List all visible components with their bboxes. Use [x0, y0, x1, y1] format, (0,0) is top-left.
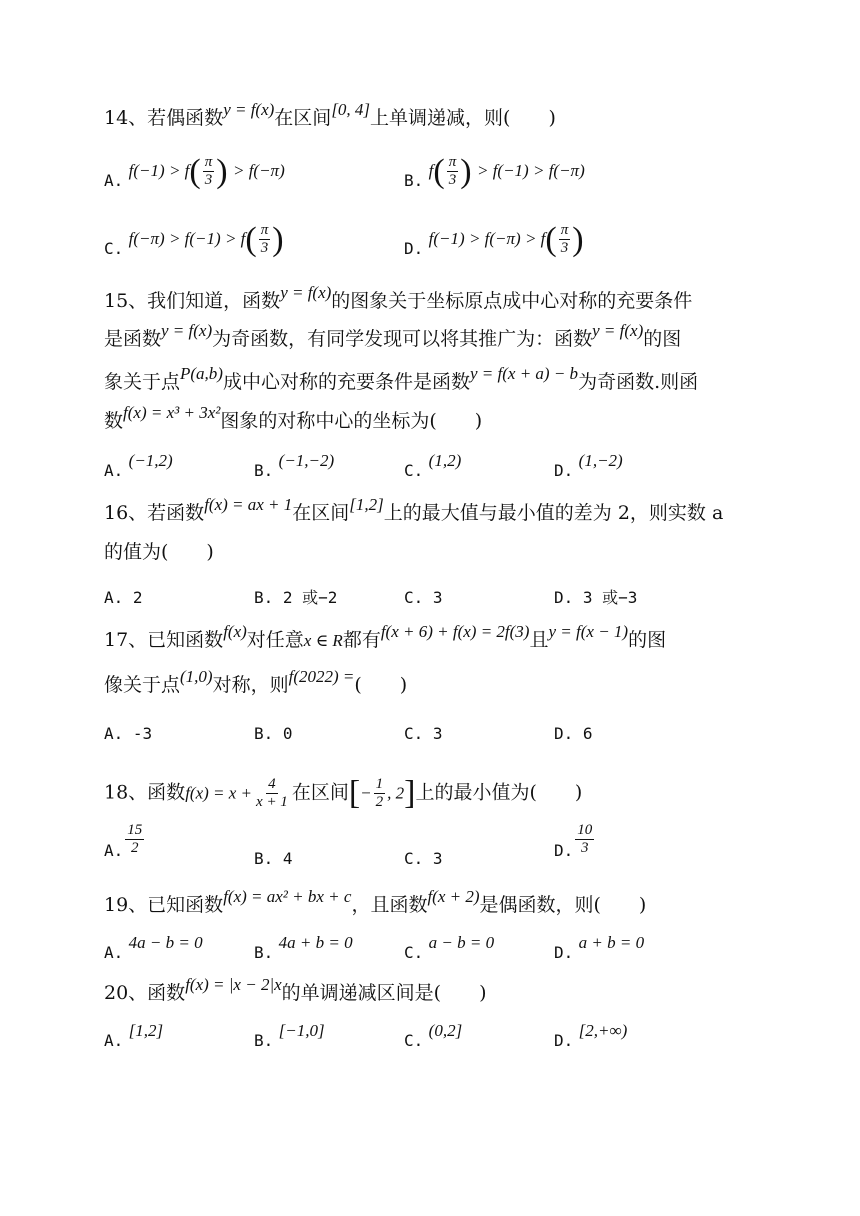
option-expr: (−1,−2): [278, 451, 335, 470]
frac-den: 3: [260, 240, 269, 256]
q16-option-b: [254, 577, 337, 607]
math: y = f(x − 1): [548, 622, 629, 641]
fraction: [374, 776, 386, 811]
paren: ): [460, 152, 472, 190]
question-14: [104, 100, 800, 134]
option-label: D.: [404, 239, 424, 258]
fraction: [559, 222, 571, 257]
option-expr: f(−1) > f(−π) > f: [428, 229, 546, 248]
text: 20、函数: [104, 982, 186, 1004]
math: y = f(x): [280, 283, 332, 302]
option-expr: a − b = 0: [428, 933, 495, 952]
option-label: B.: [254, 943, 274, 962]
frac-den: 2: [131, 840, 139, 856]
text: 数: [104, 410, 124, 432]
option-text: C. 3: [404, 849, 443, 868]
question-18: [104, 776, 800, 811]
frac-num: π: [204, 154, 213, 170]
option-text: D. 6: [554, 724, 593, 743]
option-expr: a + b = 0: [578, 933, 645, 952]
math: x ∈ R: [303, 631, 343, 650]
math: f(x) = x +: [185, 783, 253, 803]
q16-option-c: [404, 577, 443, 607]
text: 对任意: [246, 629, 304, 651]
frac-den: 3: [560, 240, 569, 256]
bracket: ]: [404, 774, 416, 812]
text: ，且函数: [351, 894, 428, 916]
frac-den: 3: [204, 172, 213, 188]
option-expr: (1,−2): [578, 451, 623, 470]
q20-option-a: [104, 1020, 163, 1050]
frac-num: 1: [375, 776, 384, 792]
option-label: C.: [404, 461, 424, 480]
option-text: A. 2: [104, 588, 143, 607]
option-expr: > f(−1) > f(−π): [476, 161, 585, 180]
fraction: [254, 776, 290, 811]
option-label: A.: [104, 943, 124, 962]
math: f(x) = ax² + bx + c: [223, 887, 352, 906]
option-expr: [2,+∞): [578, 1021, 628, 1040]
paren: (: [545, 220, 557, 258]
option-label: B.: [254, 461, 274, 480]
text: 的图: [643, 328, 682, 350]
question-16-line-2: [104, 537, 800, 567]
question-16-line-1: [104, 495, 800, 529]
question-17-line-1: [104, 622, 800, 656]
option-label: D.: [554, 1031, 574, 1050]
question-15-line-4: [104, 403, 800, 437]
option-expr: f(−1) > f: [128, 161, 190, 180]
math: [1,2]: [349, 495, 384, 514]
text: 像关于点: [104, 674, 181, 696]
option-label: A.: [104, 841, 124, 860]
text: 17、已知函数: [104, 629, 224, 651]
paren: (: [189, 152, 201, 190]
question-19: [104, 887, 800, 921]
paren: ): [572, 220, 584, 258]
q14-suffix: 上单调递减，则( ): [370, 107, 556, 129]
q14-option-c: [104, 220, 284, 261]
option-label: D.: [554, 461, 574, 480]
text: 象关于点: [104, 371, 181, 393]
math: y = f(x + a) − b: [470, 364, 579, 383]
fraction: [575, 822, 594, 857]
text: 为奇函数.则函: [578, 371, 699, 393]
text: 19、已知函数: [104, 894, 224, 916]
q18-option-a: [104, 822, 146, 863]
q17-option-b: [254, 713, 293, 743]
text: 为奇函数，有同学发现可以将其推广为：函数: [212, 328, 593, 350]
bracket: [: [348, 774, 361, 812]
option-text: A. -3: [104, 724, 153, 743]
option-expr: > f(−π): [232, 161, 285, 180]
frac-den: x + 1: [256, 794, 288, 810]
paren: (: [245, 220, 257, 258]
option-text: B. 0: [254, 724, 293, 743]
paren: (: [433, 152, 445, 190]
option-label: A.: [104, 171, 124, 190]
option-label: A.: [104, 1031, 124, 1050]
option-expr: (0,2]: [428, 1021, 463, 1040]
question-15-line-3: [104, 364, 800, 398]
text: 是偶函数，则( ): [479, 894, 647, 916]
math: y = f(x): [161, 321, 213, 340]
math: f(x) = ax + 1: [204, 495, 293, 514]
option-text: B. 2 或−2: [254, 588, 338, 607]
text: 上的最大值与最小值的差为 2，则实数 a: [383, 502, 724, 524]
q14-prefix: 14、若偶函数: [104, 107, 224, 129]
math: f(x) = x³ + 3x²: [123, 403, 221, 422]
math: f(x + 2): [427, 887, 480, 906]
question-15-line-1: [104, 283, 800, 317]
text: 对称，则: [212, 674, 289, 696]
math: , 2: [387, 783, 405, 803]
text: 都有: [342, 629, 381, 651]
q18-option-d: [554, 822, 596, 863]
option-expr: 4a − b = 0: [128, 933, 203, 952]
q17-option-a: [104, 713, 152, 743]
option-label: D.: [554, 943, 574, 962]
math: f(x) = |x − 2|x: [185, 975, 282, 994]
q19-option-c: [404, 932, 494, 962]
text: 的图象关于坐标原点成中心对称的充要条件: [331, 290, 693, 312]
text: 且: [529, 629, 549, 651]
option-expr: (1,2): [428, 451, 462, 470]
q16-option-d: [554, 577, 637, 607]
option-label: B.: [404, 171, 424, 190]
math: P(a,b): [180, 364, 223, 383]
fraction: [125, 822, 144, 857]
q17-option-d: [554, 713, 593, 743]
text: 上的最小值为( ): [415, 781, 583, 804]
fraction: [203, 154, 215, 189]
fraction: [447, 154, 459, 189]
q15-option-c: [404, 450, 461, 480]
q18-option-b: [254, 838, 293, 868]
option-expr: f: [428, 161, 434, 180]
q17-option-c: [404, 713, 443, 743]
option-expr: f(−π) > f(−1) > f: [128, 229, 246, 248]
text: 在区间: [291, 781, 349, 804]
q19-option-b: [254, 932, 353, 962]
text: ( ): [354, 674, 408, 696]
frac-num: π: [560, 222, 569, 238]
option-text: C. 3: [404, 724, 443, 743]
q19-option-a: [104, 932, 203, 962]
frac-den: 2: [375, 794, 384, 810]
text: 的图: [628, 629, 667, 651]
option-label: A.: [104, 461, 124, 480]
q14-expr2: [0, 4]: [331, 100, 371, 119]
math: y = f(x): [592, 321, 644, 340]
question-17-line-2: [104, 667, 800, 701]
q14-mid: 在区间: [274, 107, 332, 129]
math: f(x): [223, 622, 247, 641]
math: f(x + 6) + f(x) = 2f(3): [380, 622, 530, 641]
option-label: B.: [254, 1031, 274, 1050]
q16-option-a: [104, 577, 143, 607]
option-label: C.: [404, 943, 424, 962]
q14-expr1: y = f(x): [223, 100, 275, 119]
frac-den: 3: [448, 172, 457, 188]
frac-num: π: [260, 222, 269, 238]
math: (1,0): [180, 667, 213, 686]
q15-option-b: [254, 450, 334, 480]
option-expr: [−1,0]: [278, 1021, 325, 1040]
q18-option-c: [404, 838, 443, 868]
option-label: C.: [404, 1031, 424, 1050]
frac-num: 10: [577, 822, 593, 838]
text: 的单调递减区间是( ): [281, 982, 487, 1004]
frac-num: 15: [127, 822, 143, 838]
q20-option-c: [404, 1020, 462, 1050]
q14-option-a: [104, 152, 285, 193]
option-expr: (−1,2): [128, 451, 173, 470]
question-20: [104, 975, 800, 1009]
option-text: C. 3: [404, 588, 443, 607]
frac-num: π: [448, 154, 457, 170]
fraction: [259, 222, 271, 257]
q19-option-d: [554, 932, 644, 962]
math: f(2022) =: [288, 667, 355, 686]
option-label: C.: [104, 239, 124, 258]
q14-option-b: [404, 152, 585, 193]
q15-option-a: [104, 450, 173, 480]
q20-option-d: [554, 1020, 627, 1050]
text: 成中心对称的充要条件是函数: [222, 371, 470, 393]
q14-option-d: [404, 220, 584, 261]
frac-num: 4: [268, 776, 276, 792]
option-text: D. 3 或−3: [554, 588, 638, 607]
option-expr: [1,2]: [128, 1021, 164, 1040]
text: 的值为( ): [104, 541, 214, 563]
paren: ): [272, 220, 284, 258]
text: 18、函数: [104, 781, 186, 804]
text: 是函数: [104, 328, 162, 350]
q20-option-b: [254, 1020, 325, 1050]
math: −: [360, 783, 372, 803]
paren: ): [216, 152, 228, 190]
text: 在区间: [292, 502, 350, 524]
option-expr: 4a + b = 0: [278, 933, 353, 952]
option-label: D.: [554, 841, 574, 860]
text: 15、我们知道，函数: [104, 290, 281, 312]
option-text: B. 4: [254, 849, 293, 868]
q15-option-d: [554, 450, 623, 480]
frac-den: 3: [581, 840, 589, 856]
question-15-line-2: [104, 321, 800, 355]
text: 图象的对称中心的坐标为( ): [220, 410, 483, 432]
text: 16、若函数: [104, 502, 205, 524]
